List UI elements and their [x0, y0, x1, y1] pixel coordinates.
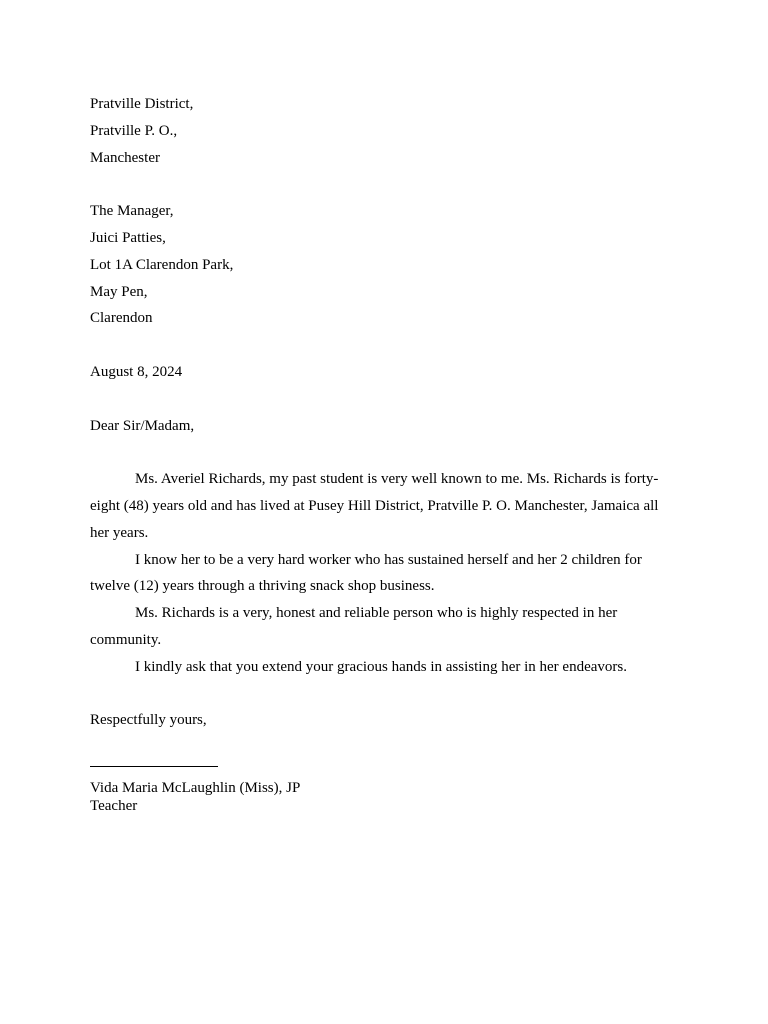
recipient-line: May Pen,: [90, 283, 148, 300]
sender-address: [90, 91, 670, 171]
recipient-line: Lot 1A Clarendon Park,: [90, 256, 234, 273]
sender-address-line: Manchester: [90, 149, 160, 166]
closing: Respectfully yours,: [90, 712, 207, 729]
signatory-name: Vida Maria McLaughlin (Miss), JP: [90, 780, 301, 797]
spacer: [90, 681, 670, 708]
spacer: [90, 332, 670, 359]
body-paragraph: Ms. Averiel Richards, my past student is very well known to me. Ms. Richards is forty-eight (48) years old and has lived at Pusey Hill District, Pratville P. O. Manchester, Jamaica all her years.: [90, 471, 659, 541]
body-paragraph: I know her to be a very hard worker who has sustained herself and her 2 children for twelve (12) years through a thriving snack shop business.: [90, 551, 642, 595]
letter-body: [90, 466, 665, 680]
body-paragraph: Ms. Richards is a very, honest and reliable person who is highly respected in her community.: [90, 605, 618, 648]
spacer: [90, 439, 670, 466]
spacer: [90, 386, 670, 413]
signatory-title: Teacher: [90, 798, 138, 815]
letter-date: August 8, 2024: [90, 363, 183, 380]
spacer: [90, 734, 670, 766]
sender-address-line: Pratville District,: [90, 96, 194, 112]
spacer: [90, 171, 670, 198]
letter-page: [90, 91, 670, 815]
salutation: Dear Sir/Madam,: [90, 417, 195, 434]
recipient-line: Juici Patties,: [90, 229, 166, 246]
recipient-line: The Manager,: [90, 203, 174, 220]
recipient-address: [90, 198, 670, 332]
body-paragraph: I kindly ask that you extend your gracious hands in assisting her in her endeavors.: [135, 658, 627, 675]
recipient-line: Clarendon: [90, 310, 153, 327]
sender-address-line: Pratville P. O.,: [90, 122, 178, 139]
signature-line: [90, 766, 218, 767]
